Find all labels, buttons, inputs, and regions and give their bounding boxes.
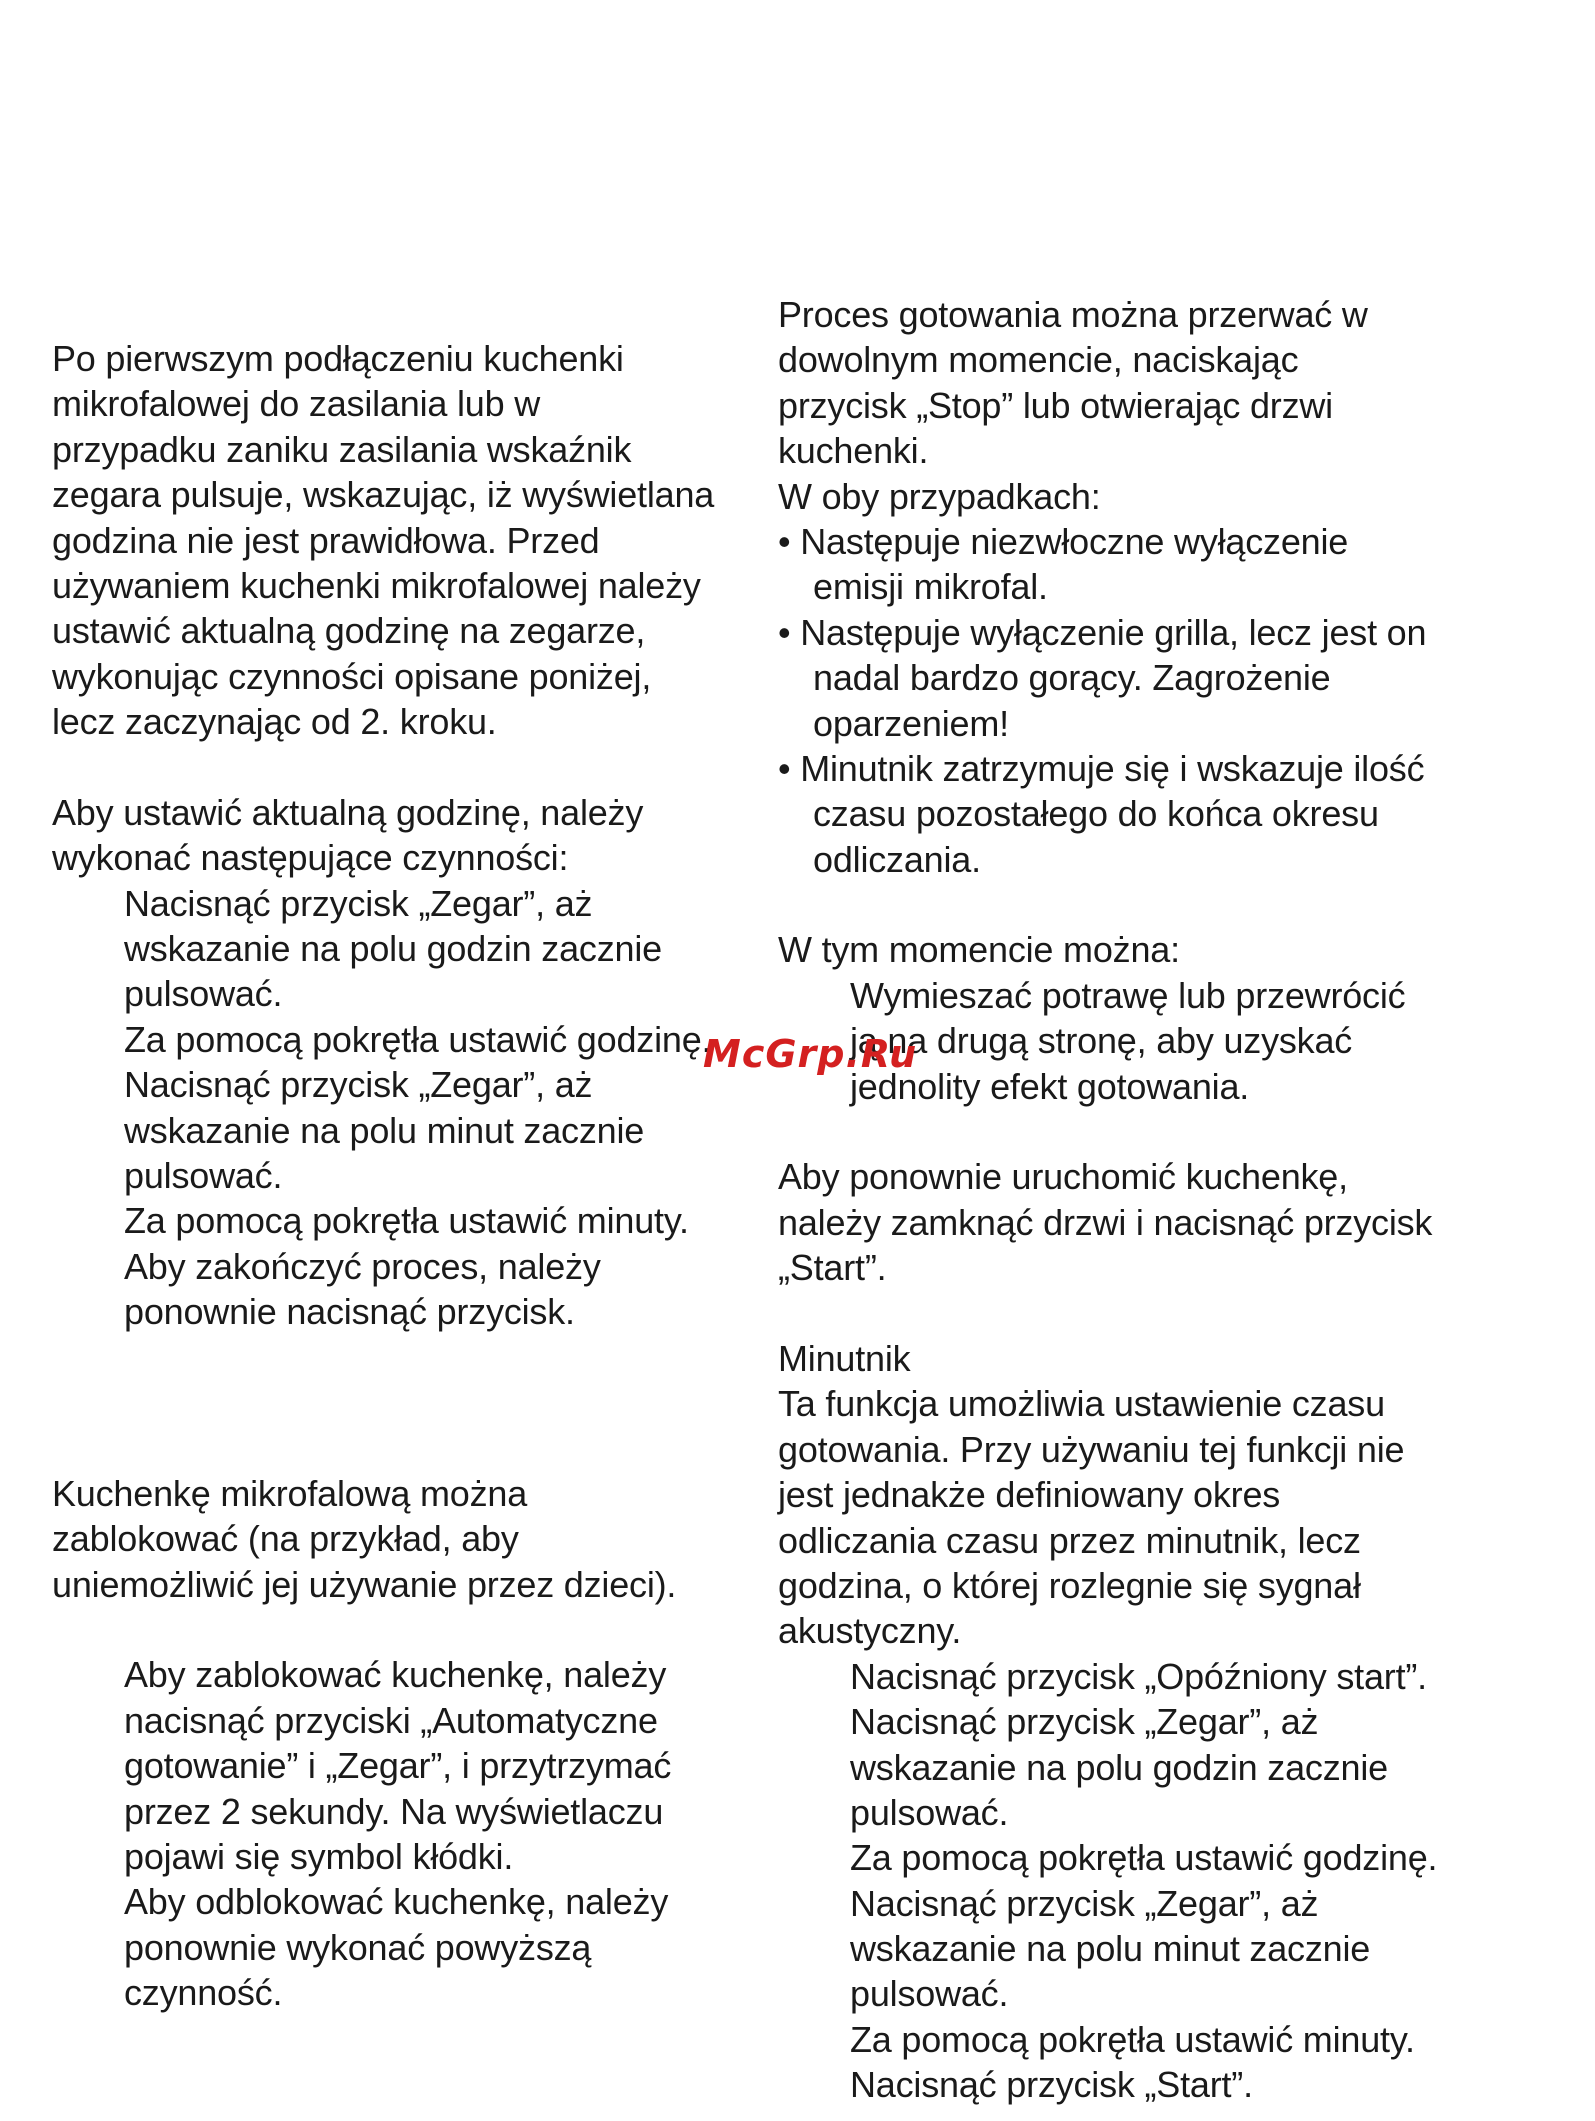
step-line: pulsować. bbox=[850, 1791, 1009, 1833]
watermark: McGrp.Ru bbox=[703, 1032, 918, 1076]
left-column bbox=[52, 336, 772, 2015]
text-line: używaniem kuchenki mikrofalowej należy bbox=[52, 564, 701, 606]
step-line: Za pomocą pokrętła ustawić godzinę. bbox=[124, 1018, 712, 1060]
text-line: kuchenki. bbox=[778, 430, 929, 472]
bullet-line: • Następuje wyłączenie grilla, lecz jest on bbox=[778, 611, 1427, 653]
restart-paragraph bbox=[778, 1154, 1568, 1290]
step-line: Nacisnąć przycisk „Zegar”, aż bbox=[850, 1882, 1319, 1924]
text-line: Kuchenkę mikrofalową można bbox=[52, 1472, 528, 1514]
text-line: gotowania. Przy używaniu tej funkcji nie bbox=[778, 1428, 1405, 1470]
bullet-item bbox=[778, 746, 1568, 882]
text-line: Po pierwszym podłączeniu kuchenki bbox=[52, 338, 624, 379]
step-line: Wymieszać potrawę lub przewrócić bbox=[850, 974, 1406, 1016]
step-line: Nacisnąć przycisk „Zegar”, aż bbox=[124, 882, 593, 924]
text-line: ustawić aktualną godzinę na zegarze, bbox=[52, 610, 646, 652]
step-line: Aby zakończyć proces, należy bbox=[124, 1245, 601, 1287]
step-line: gotowanie” i „Zegar”, i przytrzymać bbox=[124, 1745, 672, 1787]
text-line: Aby ustawić aktualną godzinę, należy bbox=[52, 791, 644, 833]
step-line: nacisnąć przyciski „Automatyczne bbox=[124, 1699, 658, 1741]
text-line: wykonując czynności opisane poniżej, bbox=[52, 655, 652, 697]
text-line: jest jednakże definiowany okres bbox=[778, 1474, 1281, 1516]
text-line: W tym momencie można: bbox=[778, 929, 1180, 971]
text-line: zablokować (na przykład, aby bbox=[52, 1518, 519, 1560]
bullet-item bbox=[778, 519, 1568, 610]
step-line: ponownie nacisnąć przycisk. bbox=[124, 1291, 575, 1333]
set-time-steps bbox=[52, 881, 772, 1335]
text-line: „Start”. bbox=[778, 1247, 887, 1289]
step-line: pojawi się symbol kłódki. bbox=[124, 1835, 514, 1877]
step-line: Za pomocą pokrętła ustawić minuty. bbox=[850, 2018, 1415, 2060]
step-line: wskazanie na polu minut zacznie bbox=[124, 1109, 645, 1151]
step-line: pulsować. bbox=[124, 973, 283, 1015]
bullet-line: emisji mikrofal. bbox=[813, 566, 1048, 608]
bullet-list bbox=[778, 519, 1568, 882]
bullet-line: • Następuje niezwłoczne wyłączenie bbox=[778, 520, 1349, 562]
text-line: lecz zaczynając od 2. kroku. bbox=[52, 701, 497, 743]
bullet-line: oparzeniem! bbox=[813, 702, 1009, 744]
step-line: wskazanie na polu minut zacznie bbox=[850, 1928, 1371, 1970]
intro-paragraph bbox=[52, 336, 772, 745]
text-line: przypadku zaniku zasilania wskaźnik bbox=[52, 428, 632, 470]
text-line: Ta funkcja umożliwia ustawienie czasu bbox=[778, 1383, 1385, 1425]
text-line: należy zamknąć drzwi i nacisnąć przycisk bbox=[778, 1201, 1433, 1243]
timer-steps bbox=[778, 1654, 1568, 2108]
set-time-paragraph bbox=[52, 790, 772, 881]
step-line: ponownie wykonać powyższą bbox=[124, 1926, 592, 1968]
interrupt-paragraph bbox=[778, 292, 1568, 519]
text-line: uniemożliwić jej używanie przez dzieci). bbox=[52, 1563, 677, 1605]
right-column bbox=[778, 292, 1568, 2108]
meanwhile-paragraph bbox=[778, 927, 1568, 972]
step-line: Za pomocą pokrętła ustawić godzinę. bbox=[850, 1837, 1438, 1879]
step-line: Aby zablokować kuchenkę, należy bbox=[124, 1654, 667, 1696]
text-line: przycisk „Stop” lub otwierając drzwi bbox=[778, 384, 1333, 426]
bullet-item bbox=[778, 610, 1568, 746]
timer-paragraph bbox=[778, 1381, 1568, 1653]
bullet-line: czasu pozostałego do końca okresu bbox=[813, 793, 1379, 835]
text-line: godzina nie jest prawidłowa. Przed bbox=[52, 519, 600, 561]
lock-paragraph bbox=[52, 1471, 772, 1607]
text-line: wykonać następujące czynności: bbox=[52, 837, 569, 879]
section-heading: Minutnik bbox=[778, 1337, 911, 1379]
step-line: Nacisnąć przycisk „Zegar”, aż bbox=[850, 1701, 1319, 1743]
step-line: czynność. bbox=[124, 1972, 283, 2014]
text-line: akustyczny. bbox=[778, 1610, 962, 1652]
step-line: Za pomocą pokrętła ustawić minuty. bbox=[124, 1200, 689, 1242]
step-line: przez 2 sekundy. Na wyświetlaczu bbox=[124, 1790, 664, 1832]
text-line: Proces gotowania można przerwać w bbox=[778, 294, 1368, 335]
text-line: godzina, o której rozlegnie się sygnał bbox=[778, 1564, 1361, 1606]
step-line: wskazanie na polu godzin zacznie bbox=[124, 928, 662, 970]
text-line: Aby ponownie uruchomić kuchenkę, bbox=[778, 1156, 1348, 1198]
step-line: jednolity efekt gotowania. bbox=[850, 1065, 1250, 1107]
step-line: pulsować. bbox=[850, 1973, 1009, 2015]
bullet-line: • Minutnik zatrzymuje się i wskazuje ilość bbox=[778, 747, 1425, 789]
step-line: Aby odblokować kuchenkę, należy bbox=[124, 1881, 669, 1923]
lock-steps bbox=[52, 1652, 772, 2015]
text-line: zegara pulsuje, wskazując, iż wyświetlana bbox=[52, 474, 715, 516]
step-line: pulsować. bbox=[124, 1155, 283, 1197]
step-line: Nacisnąć przycisk „Zegar”, aż bbox=[124, 1064, 593, 1106]
text-line: odliczania czasu przez minutnik, lecz bbox=[778, 1519, 1361, 1561]
text-line: W oby przypadkach: bbox=[778, 475, 1101, 517]
step-line: Nacisnąć przycisk „Opóźniony start”. bbox=[850, 1655, 1427, 1697]
bullet-line: odliczania. bbox=[813, 838, 981, 880]
step-line: Nacisnąć przycisk „Start”. bbox=[850, 2064, 1253, 2106]
text-line: dowolnym momencie, naciskając bbox=[778, 339, 1299, 381]
text-line: mikrofalowej do zasilania lub w bbox=[52, 383, 541, 425]
step-line: ją na drugą stronę, aby uzyskać bbox=[850, 1020, 1353, 1062]
step-line: wskazanie na polu godzin zacznie bbox=[850, 1746, 1388, 1788]
bullet-line: nadal bardzo gorący. Zagrożenie bbox=[813, 657, 1331, 699]
